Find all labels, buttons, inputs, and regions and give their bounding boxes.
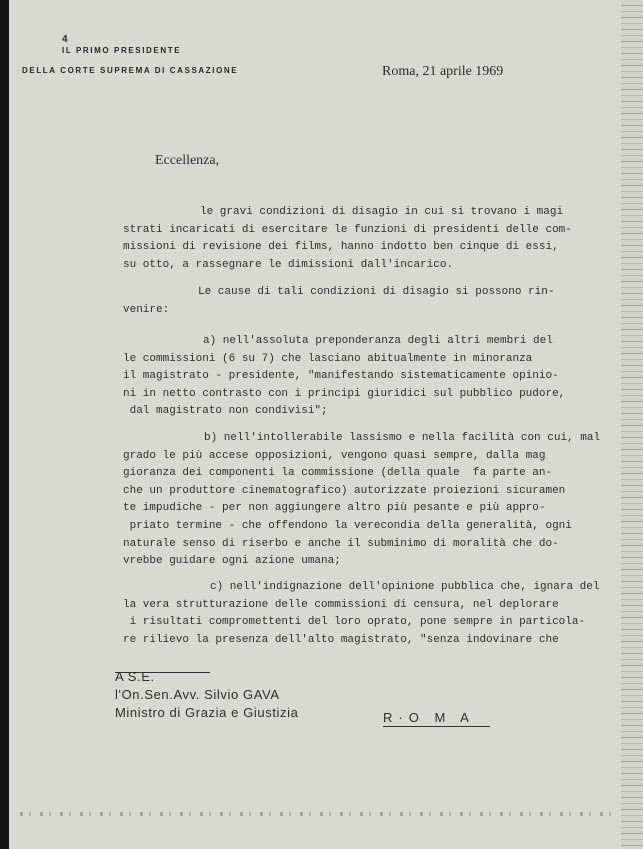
- body-line: ni in netto contrasto con i principi giuridici sul pubblico pudore,: [123, 387, 566, 400]
- body-line: venire:: [123, 303, 170, 316]
- body-line: vrebbe guidare ogni azione umana;: [123, 555, 341, 568]
- body-line: Le cause di tali condizioni di disagio si possono rin-: [198, 286, 555, 298]
- body-line: a) nell'assoluta preponderanza degli altri membri del: [203, 335, 553, 347]
- body-line: priato termine - che offendono la verecondia della generalità, ogni: [123, 520, 572, 532]
- body-line: i risultati compromettenti del loro oprato, pone sempre in particola-: [123, 616, 586, 629]
- body-line: c) nell'indignazione dell'opinione pubblica che, ignara del: [210, 581, 600, 593]
- city: R·O M A: [383, 710, 490, 727]
- body-line: che un produttore cinematografico) autorizzate proiezioni sicuramen: [123, 484, 566, 497]
- letterhead-title: IL PRIMO PRESIDENTE: [62, 46, 182, 55]
- body-line: grado le più accese opposizioni, vengono quasi sempre, dalla mag: [123, 449, 546, 462]
- body-line: te impudiche - per non aggiungere altro più pesante e più appro-: [123, 502, 546, 515]
- body-line: la vera strutturazione delle commissioni di censura, nel deplorare: [123, 598, 559, 611]
- addressee-line-1: A S.E.: [115, 669, 155, 684]
- body-line: il magistrato - presidente, "manifestando sistematicamente opinio-: [123, 370, 559, 383]
- page-mark: 4: [62, 34, 68, 45]
- addressee-line-3: Ministro di Grazia e Giustizia: [115, 705, 299, 720]
- body-line: b) nell'intollerabile lassismo e nella facilità con cui, mal: [204, 432, 601, 444]
- scan-noise-bottom: [20, 812, 613, 816]
- letterhead-institution: DELLA CORTE SUPREMA DI CASSAZIONE: [22, 66, 239, 75]
- body-line: missioni di revisione dei films, hanno indotto ben cinque di essi,: [123, 241, 559, 254]
- body-line: le gravi condizioni di disagio in cui si trovano i magi: [200, 206, 564, 218]
- body-line: dal magistrato non condivisi";: [123, 405, 328, 418]
- salutation: Eccellenza,: [155, 153, 220, 168]
- body-line: naturale senso di riserbo e anche il subminimo di moralità che do-: [123, 537, 559, 550]
- addressee-line-2: l'On.Sen.Avv. Silvio GAVA: [115, 687, 280, 702]
- letter-date: Roma, 21 aprile 1969: [382, 64, 504, 79]
- scan-edge-right: [621, 0, 643, 849]
- scan-border-left: [0, 0, 9, 849]
- body-line: gioranza dei componenti la commissione (della quale fa parte an-: [123, 467, 553, 480]
- body-line: su otto, a rassegnare le dimissioni dall'incarico.: [123, 258, 454, 271]
- body-line: strati incaricati di esercitare le funzioni di presidenti delle com-: [123, 223, 572, 236]
- body-line: le commissioni (6 su 7) che lasciano abitualmente in minoranza: [123, 352, 533, 365]
- body-line: re rilievo la presenza dell'alto magistrato, "senza indovinare che: [123, 633, 559, 646]
